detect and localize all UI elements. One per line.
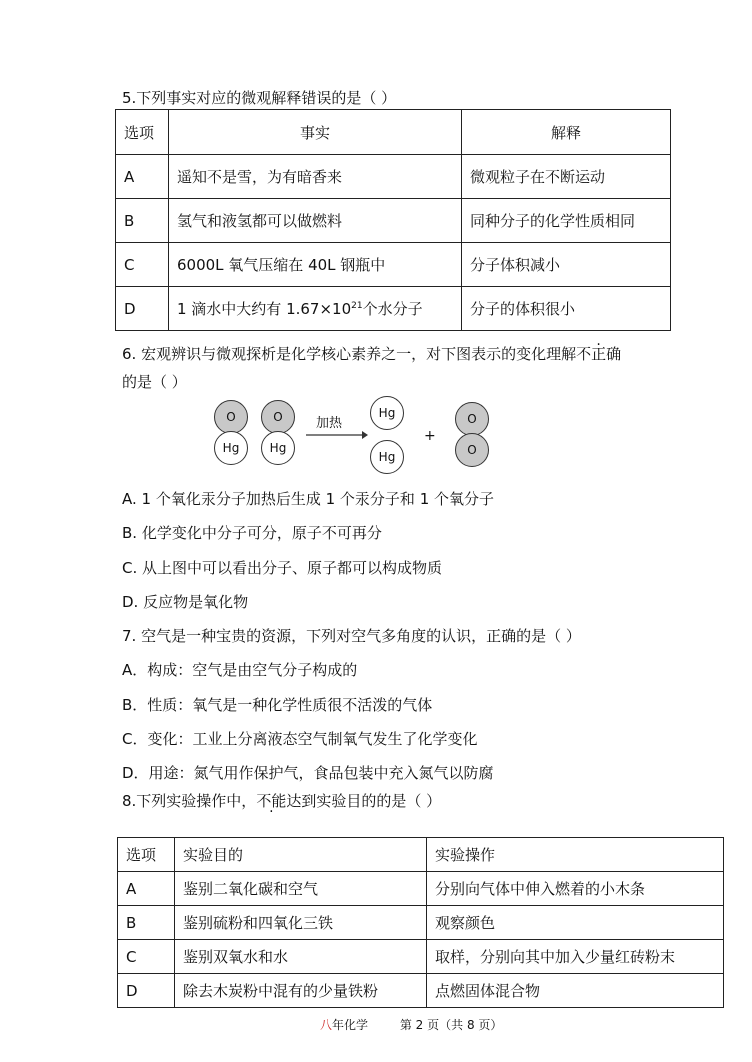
- q6-stem-text: 6. 宏观辨识与微观探析是化学核心素养之一，对下图表示的变化理解: [122, 345, 577, 363]
- operation-cell: 分别向气体中伸入燃着的小木条: [427, 872, 724, 906]
- q6-option-c: C. 从上图中可以看出分子、原子都可以构成物质: [122, 559, 443, 577]
- option-cell: C: [116, 243, 169, 287]
- q8-stem: [122, 791, 441, 811]
- page-footer: [320, 1016, 502, 1033]
- oxygen-atom: O: [261, 400, 295, 434]
- header-cell: 解释: [462, 110, 671, 155]
- fact-cell: 遥知不是雪，为有暗香来: [169, 155, 462, 199]
- header-cell: 实验操作: [427, 838, 724, 872]
- goal-cell: 鉴别硫粉和四氧化三铁: [175, 906, 427, 940]
- mercury-atom: Hg: [261, 431, 295, 465]
- explain-cell: 同种分子的化学性质相同: [462, 199, 671, 243]
- mercury-atom: Hg: [370, 440, 404, 474]
- q7-option-a: A．构成：空气是由空气分子构成的: [122, 661, 358, 679]
- header-cell: 选项: [116, 110, 169, 155]
- q8-stem-text: 达到实验目的的是（ ）: [286, 792, 442, 810]
- fact-cell: [169, 287, 462, 331]
- table-row: [118, 906, 724, 940]
- q7-option-c: C．变化：工业上分离液态空气制氧气发生了化学变化: [122, 730, 478, 748]
- option-cell: D: [116, 287, 169, 331]
- q8-stem-text: 8.下列实验操作中，: [122, 792, 257, 810]
- option-cell: C: [118, 940, 175, 974]
- table-row: [116, 199, 671, 243]
- oxygen-atom: O: [455, 402, 489, 436]
- option-cell: B: [116, 199, 169, 243]
- q7-option-d: D．用途：氮气用作保护气，食品包装中充入氮气以防腐: [122, 764, 494, 782]
- footer-subject: 年化学: [332, 1018, 369, 1032]
- option-cell: D: [118, 974, 175, 1008]
- option-cell: A: [116, 155, 169, 199]
- fact-text: 1 滴水中大约有 1.67×10: [177, 300, 352, 318]
- q6-stem: [122, 344, 621, 364]
- operation-cell: 点燃固体混合物: [427, 974, 724, 1008]
- arrow-icon: [306, 430, 368, 440]
- table-row: [118, 872, 724, 906]
- q6-stem-line2: 的是（ ）: [122, 373, 187, 391]
- q6-option-a: A. 1 个氧化汞分子加热后生成 1 个汞分子和 1 个氧分子: [122, 490, 495, 508]
- table-row: [118, 940, 724, 974]
- fact-cell: 氢气和液氢都可以做燃料: [169, 199, 462, 243]
- footer-subject-mark: 八: [320, 1018, 333, 1032]
- goal-cell: 鉴别二氧化碳和空气: [175, 872, 427, 906]
- operation-cell: 取样，分别向其中加入少量红砖粉末: [427, 940, 724, 974]
- q6-emphasis: 不正确 ·: [576, 345, 621, 363]
- q8-emphasis: 不能: [256, 792, 287, 810]
- plus-sign: +: [424, 428, 436, 444]
- table-header-row: [118, 838, 724, 872]
- mercury-atom: Hg: [370, 396, 404, 430]
- q8-table: [117, 837, 724, 1008]
- table-row: [118, 974, 724, 1008]
- goal-cell: 除去木炭粉中混有的少量铁粉: [175, 974, 427, 1008]
- table-row: [116, 155, 671, 199]
- exponent: 21: [351, 301, 363, 311]
- fact-text: 个水分子: [362, 300, 423, 318]
- fact-cell: 6000L 氧气压缩在 40L 钢瓶中: [169, 243, 462, 287]
- table-header-row: [116, 110, 671, 155]
- header-cell: 选项: [118, 838, 175, 872]
- operation-cell: 观察颜色: [427, 906, 724, 940]
- explain-cell: 微观粒子在不断运动: [462, 155, 671, 199]
- q6-option-d: D. 反应物是氧化物: [122, 593, 249, 611]
- q5-stem: 5.下列事实对应的微观解释错误的是（ ）: [122, 89, 397, 107]
- table-row: [116, 243, 671, 287]
- arrow-label: 加热: [316, 416, 343, 431]
- header-cell: 事实: [169, 110, 462, 155]
- oxygen-atom: O: [214, 400, 248, 434]
- header-cell: 实验目的: [175, 838, 427, 872]
- explain-cell: 分子的体积很小: [462, 287, 671, 331]
- q7-option-b: B．性质：氧气是一种化学性质很不活泼的气体: [122, 696, 433, 714]
- q7-stem: 7. 空气是一种宝贵的资源，下列对空气多角度的认识，正确的是（ ）: [122, 627, 581, 645]
- oxygen-atom: O: [455, 433, 489, 467]
- option-cell: A: [118, 872, 175, 906]
- option-cell: B: [118, 906, 175, 940]
- explain-cell: 分子体积减小: [462, 243, 671, 287]
- table-row: [116, 287, 671, 331]
- q6-option-b: B. 化学变化中分子可分，原子不可再分: [122, 524, 382, 542]
- goal-cell: 鉴别双氧水和水: [175, 940, 427, 974]
- footer-page: 第 2 页（共 8 页）: [399, 1018, 503, 1032]
- q5-table: [115, 109, 671, 331]
- mercury-atom: Hg: [214, 431, 248, 465]
